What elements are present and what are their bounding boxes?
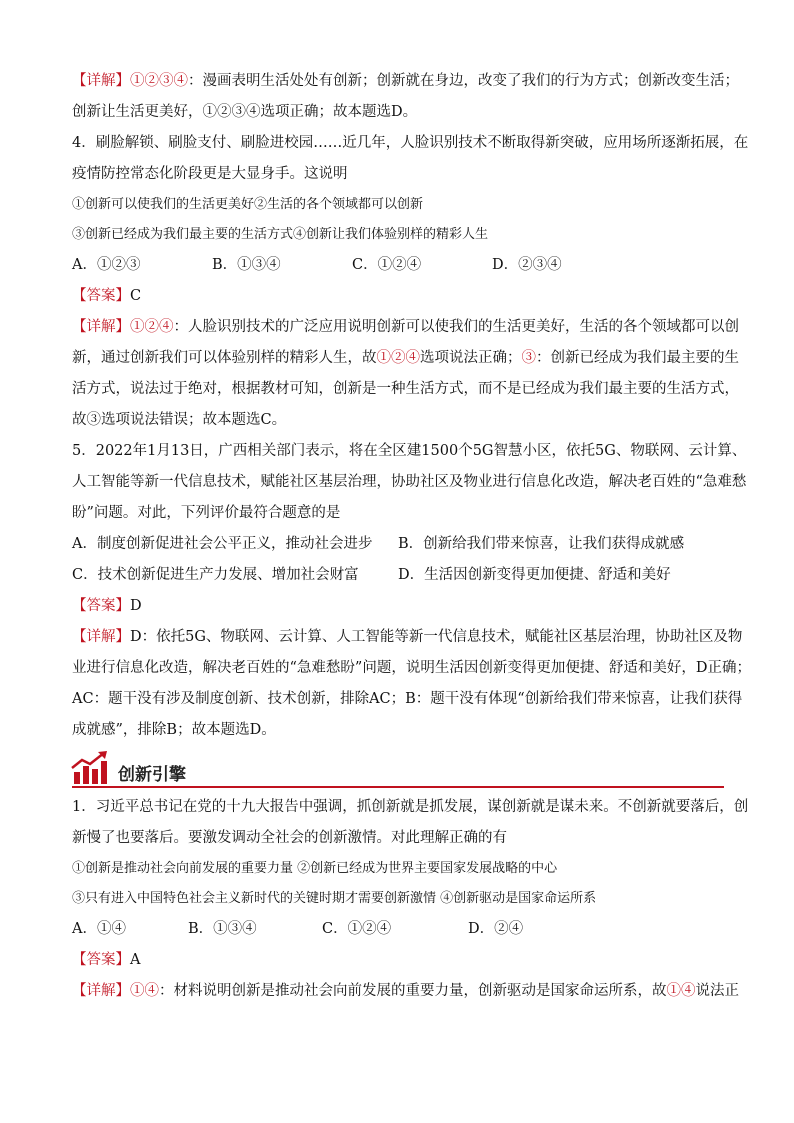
detail-tag: 【详解】 [72, 319, 130, 335]
prev-detail-line-2: 创新让生活更美好，①②③④选项正确；故本题选D。 [72, 104, 418, 120]
q5-option-c[interactable]: C．技术创新促进生产力发展、增加社会财富 [72, 567, 359, 583]
q4-detail-4: 故③选项说法错误；故本题选C。 [72, 412, 287, 428]
detail-highlight: ①②④ [130, 319, 174, 335]
detail-tag: 【详解】 [72, 983, 130, 999]
detail-text: ：材料说明创新是推动社会向前发展的重要力量，创新驱动是国家命运所系，故 [159, 983, 667, 999]
q4-option-d[interactable]: D．②③④ [492, 257, 562, 273]
q5-options-row-1 [72, 529, 724, 560]
s1-detail-1 [72, 976, 739, 1007]
section-header [72, 750, 724, 790]
s1-option-a[interactable]: A．①④ [72, 921, 126, 937]
chart-growth-icon [70, 750, 110, 786]
q4-item-2: ③创新已经成为我们最主要的生活方式④创新让我们体验别样的精彩人生 [72, 227, 489, 242]
s1-stem-2: 新慢了也要落后。要激发调动全社会的创新激情。对此理解正确的有 [72, 830, 507, 846]
s1-option-c[interactable]: C．①②④ [322, 921, 392, 937]
q4-stem-1: 4．刷脸解锁、刷脸支付、刷脸进校园……近几年，人脸识别技术不断取得新突破，应用场所逐渐拓展，在 [72, 135, 749, 151]
detail-tag: 【详解】 [72, 73, 130, 89]
answer-tag: 【答案】 [72, 598, 130, 614]
s1-option-b[interactable]: B．①③④ [188, 921, 257, 937]
answer-value: C [130, 288, 142, 304]
document-page [72, 66, 751, 1007]
q4-answer [72, 281, 724, 312]
detail-text: ：漫画表明生活处处有创新；创新就在身边，改变了我们的行为方式；创新改变生活； [188, 73, 739, 89]
q5-option-b[interactable]: B．创新给我们带来惊喜，让我们获得成就感 [398, 536, 685, 552]
q4-detail-3: 活方式，说法过于绝对，根据教材可知，创新是一种生活方式，而不是已经成为我们最主要的生活方式， [72, 381, 739, 397]
q4-options [72, 250, 724, 281]
detail-highlight: ①②④ [376, 350, 420, 366]
detail-highlight: ①②③④ [130, 73, 188, 89]
q5-answer [72, 591, 724, 622]
q5-options-row-2 [72, 560, 724, 591]
q4-item-1: ①创新可以使我们的生活更美好②生活的各个领域都可以创新 [72, 197, 424, 212]
detail-text: D：依托5G、物联网、云计算、人工智能等新一代信息技术，赋能社区基层治理，协助社区及物 [130, 629, 743, 645]
q5-detail-4: 成就感”，排除B；故本题选D。 [72, 722, 276, 738]
answer-value: A [130, 952, 141, 968]
section-divider [72, 786, 724, 788]
q4-option-a[interactable]: A．①②③ [72, 257, 141, 273]
q5-stem-3: 盼”问题。对此，下列评价最符合题意的是 [72, 505, 341, 521]
answer-tag: 【答案】 [72, 952, 130, 968]
answer-tag: 【答案】 [72, 288, 130, 304]
q5-option-d[interactable]: D．生活因创新变得更加便捷、舒适和美好 [398, 567, 671, 583]
section-title: 创新引擎 [118, 765, 186, 785]
s1-options [72, 914, 724, 945]
q4-detail-2 [72, 343, 739, 374]
detail-highlight: ①④ [130, 983, 159, 999]
s1-option-d[interactable]: D．②④ [468, 921, 524, 937]
q5-stem-2: 人工智能等新一代信息技术，赋能社区基层治理，协助社区及物业进行信息化改造，解决老百姓的“急难愁 [72, 474, 747, 490]
detail-tag: 【详解】 [72, 629, 130, 645]
q5-detail-3: AC：题干没有涉及制度创新、技术创新，排除AC；B：题干没有体现“创新给我们带来惊喜，让我们获得 [72, 691, 743, 707]
s1-item-2: ③只有进入中国特色社会主义新时代的关键时期才需要创新激情 ④创新驱动是国家命运所系 [72, 891, 597, 906]
q5-detail-1 [72, 622, 743, 653]
detail-text: ：人脸识别技术的广泛应用说明创新可以使我们的生活更美好，生活的各个领域都可以创 [173, 319, 739, 335]
q5-option-a[interactable]: A．制度创新促进社会公平正义，推动社会进步 [72, 536, 373, 552]
q4-stem-2: 疫情防控常态化阶段更是大显身手。这说明 [72, 166, 348, 182]
detail-text: 新，通过创新我们可以体验别样的精彩人生，故 [72, 350, 377, 366]
q5-detail-2: 业进行信息化改造，解决老百姓的“急难愁盼”问题，说明生活因创新变得更加便捷、舒适和美好，D正确； [72, 660, 751, 676]
s1-item-1: ①创新是推动社会向前发展的重要力量 ②创新已经成为世界主要国家发展战略的中心 [72, 861, 558, 876]
detail-highlight: ③ [521, 350, 536, 366]
q4-option-c[interactable]: C．①②④ [352, 257, 422, 273]
prev-detail-line-1 [72, 66, 739, 97]
s1-answer [72, 945, 724, 976]
answer-value: D [130, 598, 142, 614]
q5-stem-1: 5．2022年1月13日，广西相关部门表示，将在全区建1500个5G智慧小区，依托5G、物联网、云计算、 [72, 443, 747, 459]
detail-text: 选项说法正确； [420, 350, 522, 366]
s1-stem-1: 1．习近平总书记在党的十九大报告中强调，抓创新就是抓发展，谋创新就是谋未来。不创新就要落后，创 [72, 799, 749, 815]
q4-option-b[interactable]: B．①③④ [212, 257, 281, 273]
detail-highlight: ①④ [666, 983, 696, 999]
detail-text: 说法正 [695, 983, 739, 999]
q4-detail-1 [72, 312, 739, 343]
detail-text: ：创新已经成为我们最主要的生 [536, 350, 739, 366]
